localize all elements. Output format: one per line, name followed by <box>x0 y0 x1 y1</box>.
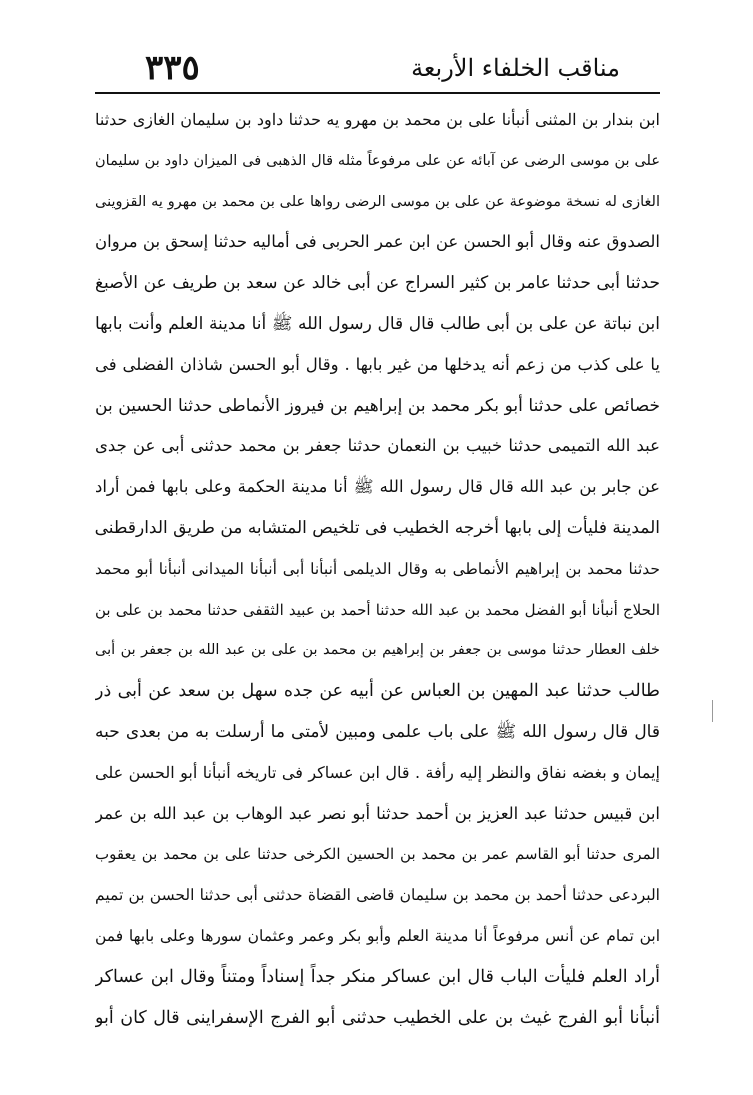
text-line: عن جابر بن عبد الله قال قال رسول الله ﷺ أنا مدينة الحكمة وعلى بابها فمن أراد <box>95 477 660 497</box>
text-line: ابن تمام عن أنس مرفوعاً أنا مدينة العلم وأبو بكر وعمر وعثمان سورها وعلى بابها فمن <box>95 926 660 945</box>
body-text <box>95 100 660 1038</box>
text-line: حدثنا محمد بن إبراهيم الأنماطى به وقال الديلمى أنبأنا أبى أنبأنا الميدانى أنبأنا أبو محمد <box>95 559 660 578</box>
running-title: مناقب الخلفاء الأربعة <box>411 54 620 82</box>
text-line: على بن موسى الرضى عن آبائه عن على مرفوعاً مثله قال الذهبى فى الميزان داود بن سليمان <box>95 152 660 169</box>
page-header <box>95 48 660 96</box>
text-line: ابن بندار بن المثنى أنبأنا على بن محمد بن مهرو يه حدثنا داود بن سليمان الغازى حدثنا <box>95 110 660 129</box>
text-line: حدثنا أبى حدثنا عامر بن كثير السراج عن أبى خالد عن سعد بن طريف عن الأصبغ <box>95 273 660 294</box>
text-line: أنبأنا أبو الفرج غيث بن على الخطيب حدثنى أبو الفرج الإسفراينى قال كان أبو <box>95 1007 660 1028</box>
text-line: الغازى له نسخة موضوعة عن على بن موسى الرضى رواها على بن محمد بن مهرو يه القزوينى <box>95 193 660 210</box>
page-number: ٣٣٥ <box>145 48 200 88</box>
text-line: قال قال رسول الله ﷺ على باب علمى ومبين لأمتى ما أرسلت به من بعدى حبه <box>95 721 660 742</box>
text-line: طالب حدثنا عبد المهين بن العباس عن أبيه عن جده سهل بن سعد عن أبى ذر <box>95 681 660 702</box>
text-line: الصدوق عنه وقال أبو الحسن عن ابن عمر الحربى فى أماليه حدثنا إسحق بن مروان <box>95 232 660 252</box>
header-rule <box>95 92 660 94</box>
text-line: أراد العلم فليأت الباب قال ابن عساكر منكر جداً إسناداً ومتناً وقال ابن عساكر <box>95 966 660 987</box>
text-line: يا على كذب من زعم أنه يدخلها من غير بابها . وقال أبو الحسن شاذان الفضلى فى <box>95 354 660 374</box>
text-line: إيمان و بغضه نفاق والنظر إليه رأفة . قال ابن عساكر فى تاريخه أنبأنا أبو الحسن على <box>95 762 660 782</box>
text-line: عبد الله التميمى حدثنا خبيب بن النعمان حدثنا جعفر بن محمد حدثنى أبى عن جدى <box>95 436 660 456</box>
text-line: البردعى حدثنا أحمد بن محمد بن سليمان قاضى القضاة حدثنى أبى حدثنا الحسن بن تميم <box>95 886 660 905</box>
margin-mark <box>712 700 717 722</box>
text-line: المرى حدثنا أبو القاسم عمر بن محمد بن الحسين الكرخى حدثنا على بن محمد بن يعقوب <box>95 845 660 864</box>
text-line: ابن نباتة عن على بن أبى طالب قال قال رسول الله ﷺ أنا مدينة العلم وأنت بابها <box>95 313 660 334</box>
text-line: الحلاج أنبأنا أبو الفضل محمد بن عبد الله حدثنا أحمد بن عبيد الثقفى حدثنا محمد بن على بن <box>95 600 660 619</box>
text-line: المدينة فليأت إلى بابها أخرجه الخطيب فى تلخيص المتشابه من طريق الدارقطنى <box>95 517 660 538</box>
text-line: خصائص على حدثنا أبو بكر محمد بن إبراهيم بن فيروز الأنماطى حدثنا الحسين بن <box>95 395 660 416</box>
text-line: خلف العطار حدثنا موسى بن جعفر بن إبراهيم بن محمد بن على بن عبد الله بن جعفر بن أبى <box>95 642 660 659</box>
text-line: ابن قبيس حدثنا عبد العزيز بن أحمد حدثنا أبو نصر عبد الوهاب بن عبد الله بن عمر <box>95 803 660 823</box>
